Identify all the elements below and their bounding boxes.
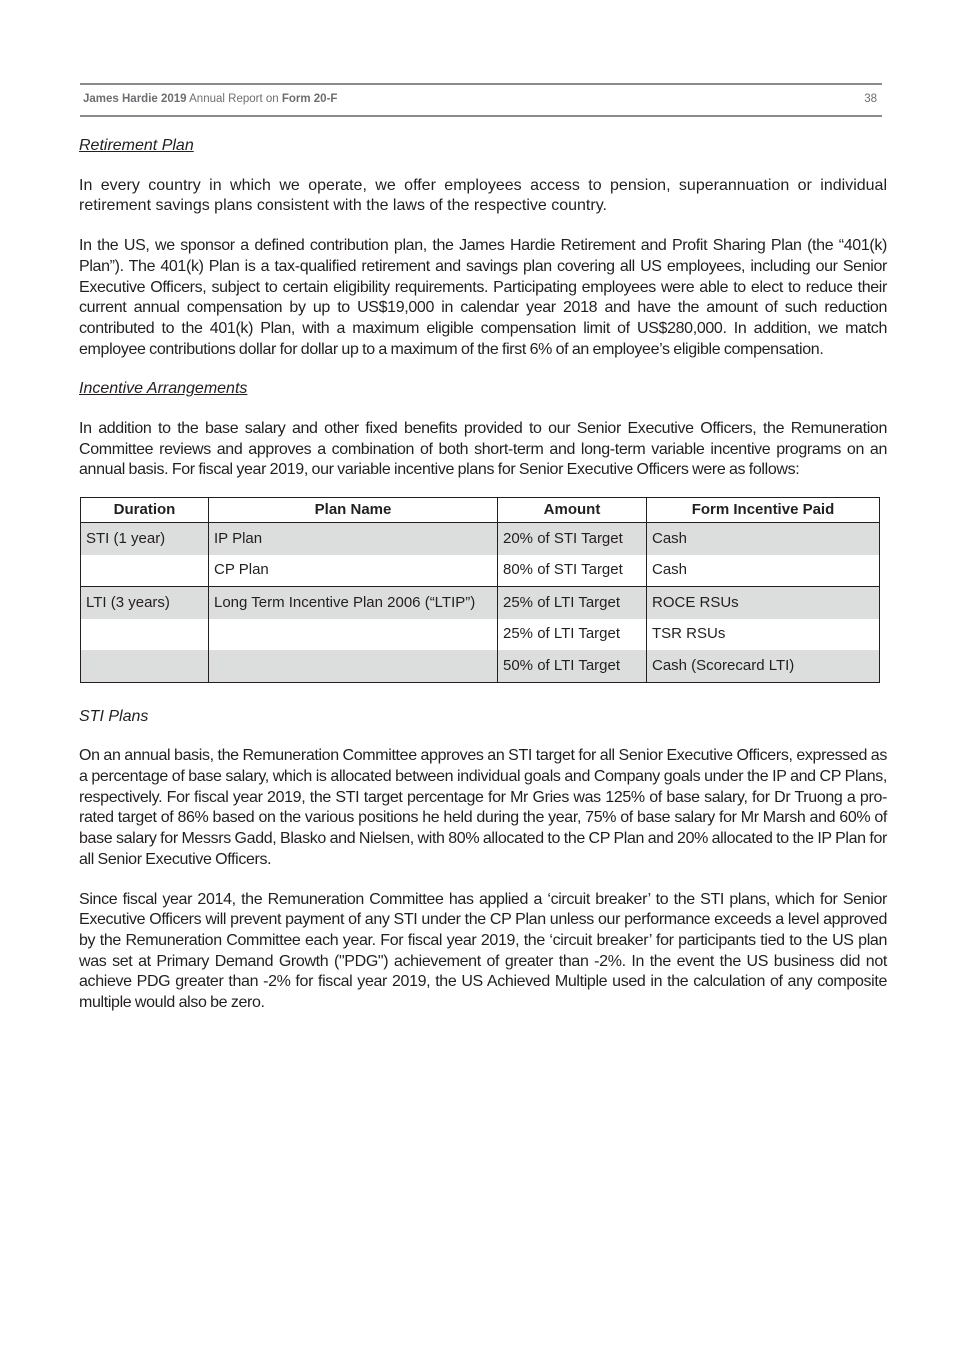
cell-form-paid: TSR RSUs [647,619,880,651]
heading-sti-plans: STI Plans [79,707,149,725]
table-row [81,587,880,619]
cell-duration: LTI (3 years) [81,587,209,619]
paragraph-retirement-1: In every country in which we operate, we offer employees access to pension, superannuation or individual retirement savings plans consistent with the laws of the respective country. [79,176,887,215]
cell-plan-name [209,619,498,651]
cell-form-paid: Cash [647,555,880,587]
cell-duration: STI (1 year) [81,523,209,555]
cell-amount: 80% of STI Target [498,555,647,587]
heading-retirement-plan: Retirement Plan [79,137,194,154]
cell-duration [81,555,209,587]
form-name: Form 20-F [281,93,338,105]
paragraph-retirement-2: In the US, we sponsor a defined contribution plan, the James Hardie Retirement and Profit Sharing Plan (the “401(k) Plan”). The 401(k) Plan is a tax-qualified retirement and savings plan covering all US employees, including our Senior Executive Officers, subject to certain eligibility requirements. Participating employees were able to elect to reduce their current annual compensation by up to US$19,000 in calendar year 2018 and have the amount of such reduction contributed to the 401(k) Plan, with a maximum eligible compensation limit of US$280,000. In addition, we match employee contributions dollar for dollar up to a maximum of the first 6% of an employee’s eligible compensation. [79,237,887,358]
report-middle: Annual Report on [186,93,282,105]
table-row [81,523,880,555]
table-header-row [81,498,880,523]
cell-amount: 25% of LTI Target [498,587,647,619]
cell-plan-name [209,650,498,682]
heading-incentive-arrangements: Incentive Arrangements [79,380,248,398]
cell-plan-name: CP Plan [209,555,498,587]
running-header [80,83,882,117]
cell-amount: 20% of STI Target [498,523,647,555]
table-row [81,555,880,587]
cell-amount: 25% of LTI Target [498,619,647,651]
column-header-amount: Amount [498,498,647,523]
paragraph-incentive-1: In addition to the base salary and other fixed benefits provided to our Senior Executive Officers, the Remuneration Committee reviews and approves a combination of both short-term and long-term variable incentive programs on an annual basis. For fiscal year 2019, our variable incentive plans for Senior Executive Officers were as follows: [79,420,887,479]
cell-plan-name: IP Plan [209,523,498,555]
paragraph-sti-2: Since fiscal year 2014, the Remuneration Committee has applied a ‘circuit breaker’ to the STI plans, which for Senior Executive Officers will prevent payment of any STI under the CP Plan unless our performance exceeds a level approved by the Remuneration Committee each year. For fiscal year 2019, the ‘circuit breaker’ for participants tied to the US plan was set at Primary Demand Growth ("PDG") achievement of greater than -2%. In the event the US business did not achieve PDG greater than -2% for fiscal year 2019, the US Achieved Multiple used in the calculation of any composite multiple would also be zero. [79,890,887,1012]
cell-duration [81,619,209,651]
column-header-form-incentive-paid: Form Incentive Paid [647,498,880,523]
cell-duration [81,650,209,682]
company-year: James Hardie 2019 [83,93,187,105]
column-header-plan-name: Plan Name [209,498,498,523]
page-content [79,136,887,1033]
cell-form-paid: ROCE RSUs [647,587,880,619]
cell-amount: 50% of LTI Target [498,650,647,682]
cell-plan-name: Long Term Incentive Plan 2006 (“LTIP”) [209,587,498,619]
cell-form-paid: Cash (Scorecard LTI) [647,650,880,682]
cell-form-paid: Cash [647,523,880,555]
table-row [81,650,880,682]
paragraph-sti-1: On an annual basis, the Remuneration Committee approves an STI target for all Senior Executive Officers, expressed as a percentage of base salary, which is allocated between individual goals and Company goals under the IP and CP Plans, respectively. For fiscal year 2019, the STI target percentage for Mr Gries was 125% of base salary, for Dr Truong a pro-rated target of 86% based on the various positions he held during the year, 75% of base salary for Mr Marsh and 60% of base salary for Messrs Gadd, Blasko and Nielsen, with 80% allocated to the CP Plan and 20% allocated to the IP Plan for all Senior Executive Officers. [79,747,887,868]
incentive-plans-table [80,497,880,683]
page-number: 38 [864,93,877,105]
table-row [81,619,880,651]
report-title [83,93,337,105]
column-header-duration: Duration [81,498,209,523]
